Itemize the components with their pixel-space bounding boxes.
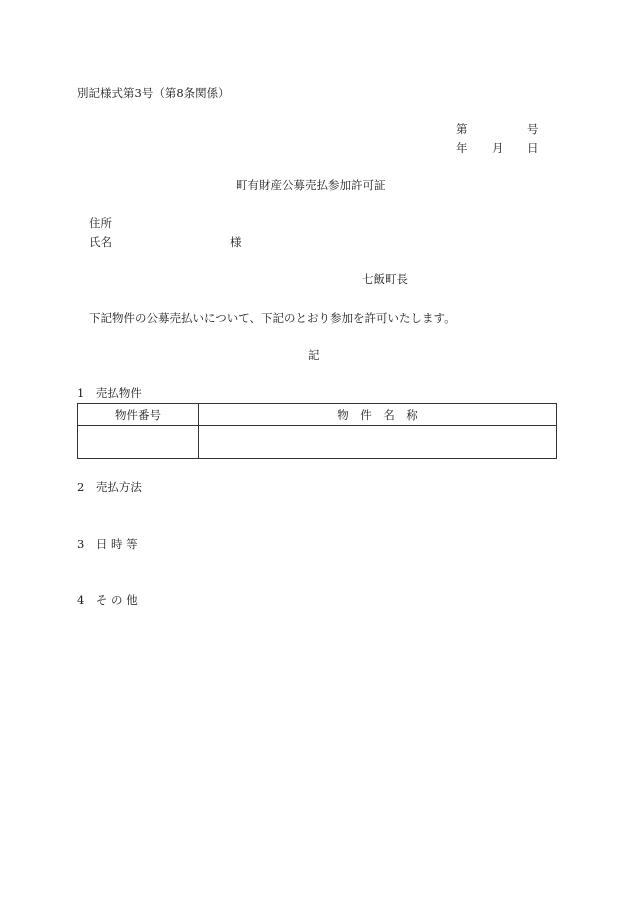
date-day: 日 <box>527 141 539 155</box>
header-property-number: 物件番号 <box>78 404 199 426</box>
table-header-row <box>78 404 557 426</box>
name-label: 氏名 <box>89 235 112 249</box>
section-3-heading: 3 日 時 等 <box>77 537 138 551</box>
honorific: 様 <box>230 235 242 249</box>
ki-heading: 記 <box>308 348 320 362</box>
section-1-heading: 1 売払物件 <box>77 386 142 400</box>
issuer: 七飯町長 <box>362 272 408 286</box>
date-month: 月 <box>492 141 504 155</box>
address-label: 住所 <box>89 216 112 230</box>
property-table <box>77 403 557 459</box>
document-title: 町有財産公募売払参加許可証 <box>236 178 386 192</box>
date-year: 年 <box>456 141 468 155</box>
section-2-heading: 2 売払方法 <box>77 480 142 494</box>
number-prefix: 第 <box>456 122 468 136</box>
cell-property-number <box>78 426 199 459</box>
body-text: 下記物件の公募売払いについて、下記のとおり参加を許可いたします。 <box>89 311 456 325</box>
cell-property-name <box>199 426 557 459</box>
table-row <box>78 426 557 459</box>
section-4-heading: 4 そ の 他 <box>77 593 138 607</box>
header-property-name: 物 件 名 称 <box>199 404 557 426</box>
number-suffix: 号 <box>527 122 539 136</box>
form-label: 別記様式第3号（第8条関係） <box>77 86 230 100</box>
